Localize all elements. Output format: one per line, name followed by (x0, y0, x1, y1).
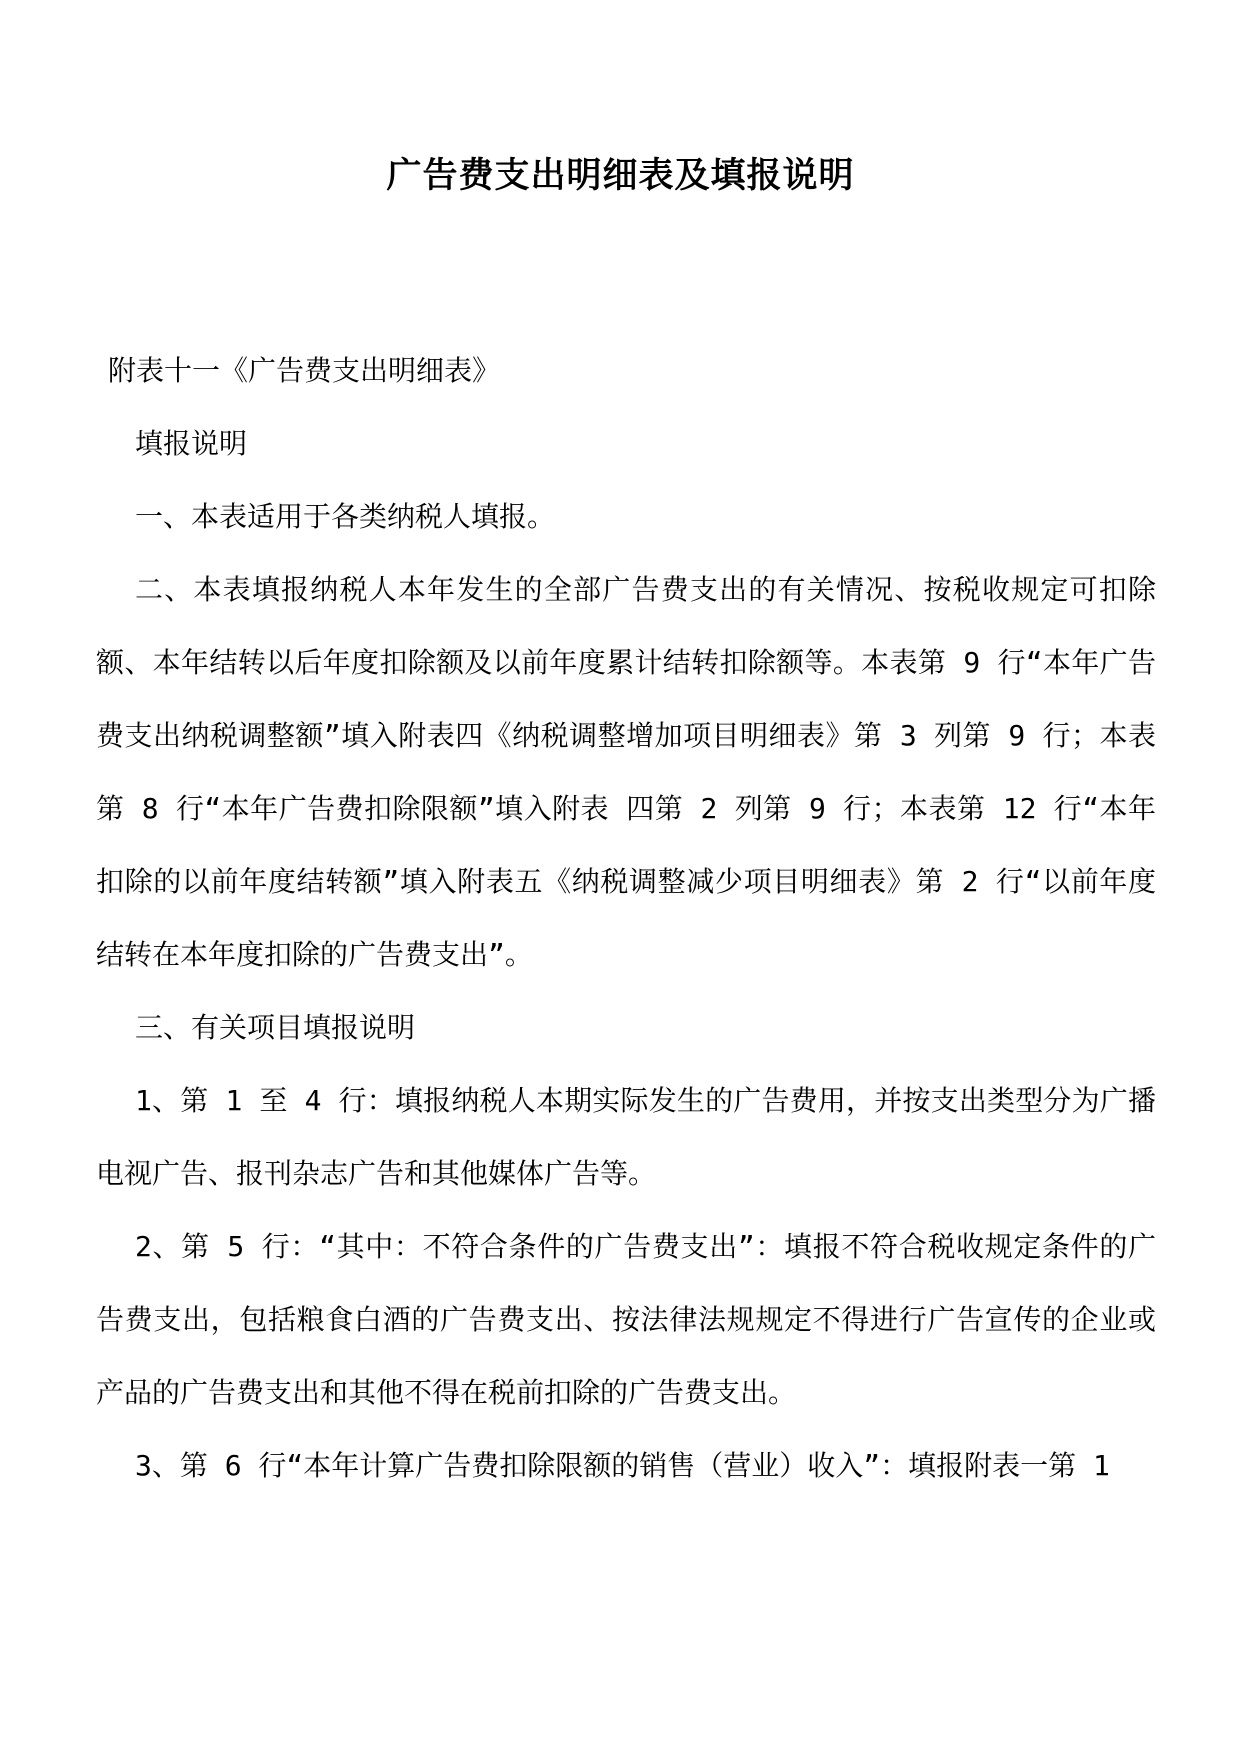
document-title: 广告费支出明细表及填报说明 (386, 156, 855, 196)
document-body (96, 334, 1156, 1502)
paragraph-content: 二、本表填报纳税人本年发生的全部广告费支出的有关情况、按税收规定可扣除额、本年结转以后年度扣除额及以前年度累计结转扣除额等。本表第 9 行“本年广告费支出纳税调整额”填入附表四《纳税调整增加项目明细表》第 3 列第 9 行；本表第 8 行“本年广告费扣除限额”填入附表 四第 2 列第 9 行；本表第 12 行“本年扣除的以前年度结转额”填入附表五《纳税调整减少项目明细表》第 2 行“以前年度结转在本年度扣除的广告费支出”。 (96, 573, 1156, 971)
paragraph-item-1: 1、第 1 至 4 行：填报纳税人本期实际发生的广告费用，并按支出类型分为广播电视广告、报刊杂志广告和其他媒体广告等。 (96, 1084, 1156, 1190)
paragraph-item-2: 2、第 5 行：“其中：不符合条件的广告费支出”：填报不符合税收规定条件的广告费支出，包括粮食白酒的广告费支出、按法律法规规定不得进行广告宣传的企业或产品的广告费支出和其他不得在税前扣除的广告费支出。 (96, 1230, 1156, 1409)
paragraph-scope: 一、本表适用于各类纳税人填报。 (135, 500, 556, 533)
paragraph-item-3: 3、第 6 行“本年计算广告费扣除限额的销售（营业）收入”：填报附表一第 1 (135, 1449, 1110, 1482)
appendix-subheading: 附表十一《广告费支出明细表》 (108, 354, 501, 387)
section-heading-instructions: 填报说明 (135, 427, 248, 460)
section-heading-items: 三、有关项目填报说明 (135, 1011, 416, 1044)
